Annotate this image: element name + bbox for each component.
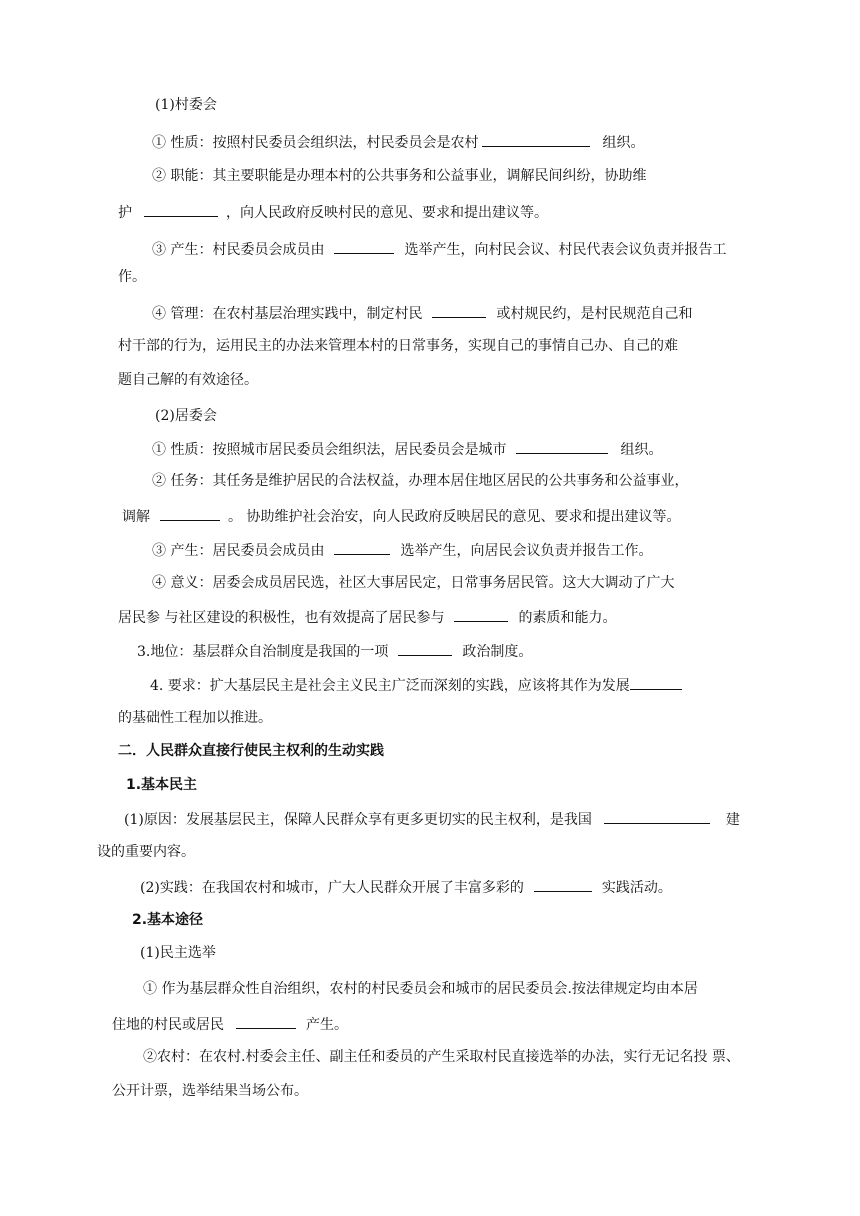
practice-line: (2)实践：在我国农村和城市，广大人民群众开展了丰富多彩的 实践活动。	[140, 876, 672, 896]
subheading-basic-paths: 2.基本途径	[132, 912, 204, 928]
election-line: ① 作为基层群众性自治组织，农村的村民委员会和城市的居民委员会.按法律规定均由本居	[143, 981, 698, 997]
fill-blank[interactable]	[454, 606, 508, 622]
fill-blank[interactable]	[236, 1013, 296, 1029]
fill-blank[interactable]	[482, 131, 590, 147]
village-management-line-2: 村干部的行为，运用民主的办法来管理本村的日常事务，实现自己的事情自己办、自己的难	[118, 338, 678, 354]
fill-blank[interactable]	[604, 808, 710, 824]
resident-task-line-cont: 调解 。 协助维护社会治安，向人民政府反映居民的意见、要求和提出建议等。	[122, 505, 680, 525]
village-management-line: ④ 管理：在农村基层治理实践中，制定村民 或村规民约，是村民规范自己和	[152, 302, 692, 322]
fill-blank[interactable]	[144, 201, 218, 217]
village-origin-line-cont: 作。	[118, 269, 146, 285]
reason-line: (1)原因：发展基层民主，保障人民群众享有更多更切实的民主权利，是我国 建	[124, 808, 740, 828]
requirement-line: 4. 要求：扩大基层民主是社会主义民主广泛而深刻的实践，应该将其作为发展	[150, 674, 682, 694]
subheading-basic-democracy: 1.基本民主	[126, 777, 198, 793]
requirement-line-cont: 的基础性工程加以推进。	[118, 710, 272, 726]
village-function-line-cont: 护 ，向人民政府反映村民的意见、要求和提出建议等。	[118, 201, 548, 221]
section-resident-committee: (2)居委会	[155, 408, 217, 424]
village-origin-line: ③ 产生：村民委员会成员由 选举产生，向村民会议、村民代表会议负责并报告工	[152, 238, 726, 258]
fill-blank[interactable]	[398, 640, 452, 656]
status-line: 3.地位：基层群众自治制度是我国的一项 政治制度。	[137, 640, 532, 660]
fill-blank[interactable]	[334, 238, 394, 254]
section-heading-two: 二．人民群众直接行使民主权利的生动实践	[118, 743, 384, 759]
resident-significance-line: ④ 意义：居委会成员居民选，社区大事居民定，日常事务居民管。这大大调动了广大	[152, 575, 675, 591]
village-nature-line: ① 性质：按照村民委员会组织法，村民委员会是农村 组织。	[152, 131, 644, 151]
resident-task-line: ② 任务：其任务是维护居民的合法权益，办理本居住地区居民的公共事务和公益事业，	[152, 473, 689, 489]
fill-blank[interactable]	[534, 876, 592, 892]
fill-blank[interactable]	[630, 674, 682, 690]
election-line-cont: 住地的村民或居民 产生。	[112, 1013, 348, 1033]
section-democratic-election: (1)民主选举	[140, 945, 216, 961]
resident-origin-line: ③ 产生：居民委员会成员由 选举产生，向居民会议负责并报告工作。	[152, 539, 652, 559]
fill-blank[interactable]	[432, 302, 486, 318]
resident-nature-line: ① 性质：按照城市居民委员会组织法，居民委员会是城市 组织。	[152, 438, 662, 458]
village-management-line-3: 题自己解的有效途径。	[118, 372, 258, 388]
village-function-line: ② 职能：其主要职能是办理本村的公共事务和公益事业，调解民间纠纷，协助维	[152, 168, 647, 184]
fill-blank[interactable]	[334, 539, 390, 555]
fill-blank[interactable]	[160, 505, 220, 521]
resident-significance-line-cont: 居民参 与社区建设的积极性，也有效提高了居民参与 的素质和能力。	[118, 606, 616, 626]
reason-line-cont: 设的重要内容。	[97, 844, 195, 860]
fill-blank[interactable]	[516, 438, 608, 454]
rural-election-line-cont: 公开计票，选举结果当场公布。	[112, 1083, 308, 1099]
rural-election-line: ②农村：在农村.村委会主任、副主任和委员的产生采取村民直接选举的办法，实行无记名投 票、	[143, 1049, 740, 1065]
section-village-committee: (1)村委会	[155, 97, 217, 113]
